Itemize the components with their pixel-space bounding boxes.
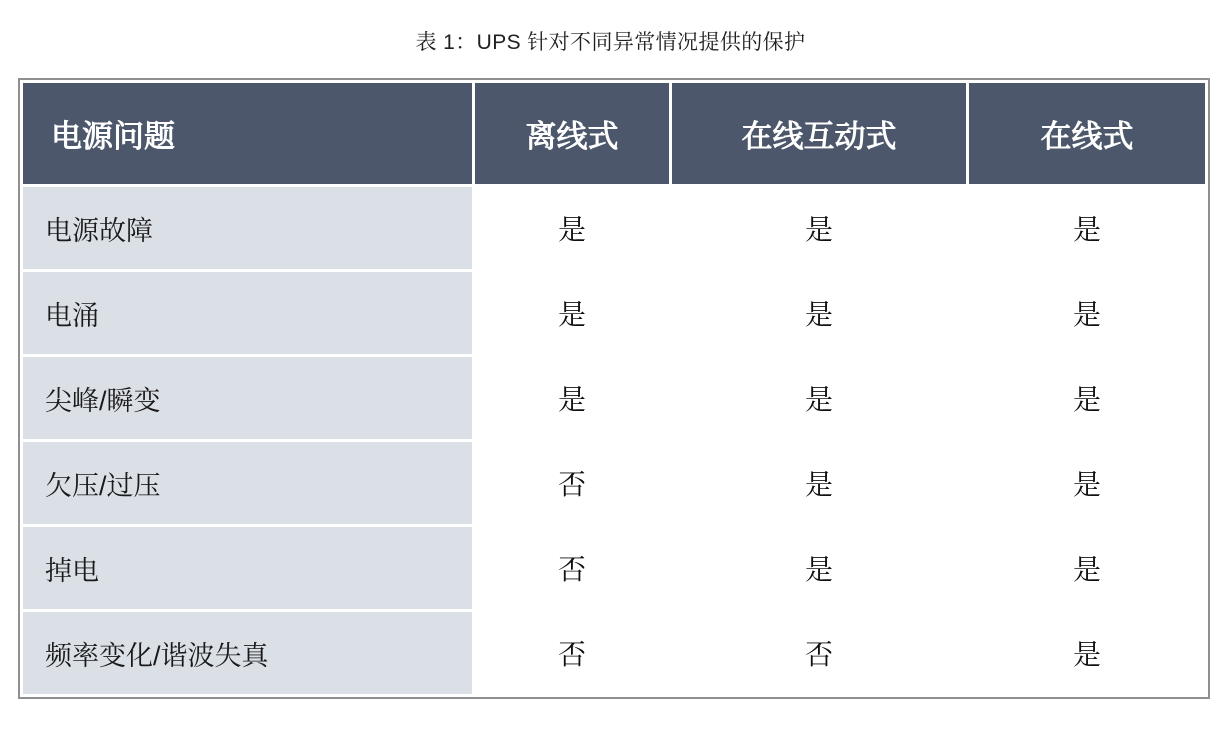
table-caption: 表 1：UPS 针对不同异常情况提供的保护 xyxy=(415,31,806,54)
cell-value: 否 xyxy=(474,441,671,526)
table-row xyxy=(22,186,1207,271)
cell-value: 否 xyxy=(474,526,671,611)
table-frame xyxy=(18,78,1210,699)
column-header-line-interactive: 在线互动式 xyxy=(671,82,968,186)
cell-value: 是 xyxy=(968,186,1207,271)
table-row xyxy=(22,271,1207,356)
cell-value: 是 xyxy=(474,356,671,441)
cell-value: 是 xyxy=(671,271,968,356)
cell-value: 是 xyxy=(671,441,968,526)
cell-value: 是 xyxy=(474,271,671,356)
cell-value: 是 xyxy=(968,526,1207,611)
column-header-offline: 离线式 xyxy=(474,82,671,186)
row-label: 掉电 xyxy=(22,526,474,611)
table-body xyxy=(22,186,1207,696)
cell-value: 是 xyxy=(968,271,1207,356)
cell-value: 是 xyxy=(671,356,968,441)
table-container xyxy=(18,78,1203,704)
cell-value: 是 xyxy=(474,186,671,271)
table-row xyxy=(22,526,1207,611)
cell-value: 是 xyxy=(968,611,1207,696)
table-head xyxy=(22,82,1207,186)
cell-value: 是 xyxy=(671,186,968,271)
row-label: 尖峰/瞬变 xyxy=(22,356,474,441)
table-row xyxy=(22,441,1207,526)
row-label: 频率变化/谐波失真 xyxy=(22,611,474,696)
column-header-online: 在线式 xyxy=(968,82,1207,186)
cell-value: 是 xyxy=(968,356,1207,441)
cell-value: 否 xyxy=(474,611,671,696)
cell-value: 否 xyxy=(671,611,968,696)
table-row xyxy=(22,356,1207,441)
ups-protection-table xyxy=(20,80,1208,697)
row-label: 欠压/过压 xyxy=(22,441,474,526)
cell-value: 是 xyxy=(968,441,1207,526)
cell-value: 是 xyxy=(671,526,968,611)
table-row xyxy=(22,611,1207,696)
row-label: 电涌 xyxy=(22,271,474,356)
table-header-row xyxy=(22,82,1207,186)
column-header-power-problem: 电源问题 xyxy=(22,82,474,186)
row-label: 电源故障 xyxy=(22,186,474,271)
